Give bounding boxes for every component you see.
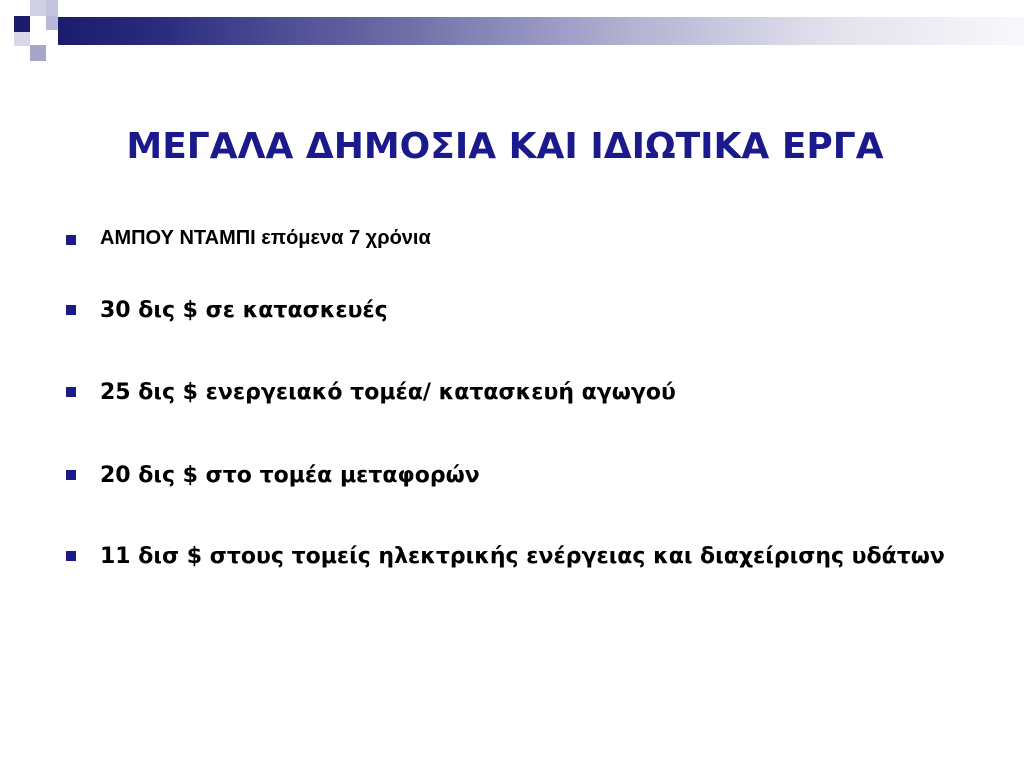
bullet-item bbox=[66, 541, 966, 573]
square-bullet-icon bbox=[66, 551, 76, 561]
bullet-text: ΑΜΠΟΥ ΝΤΑΜΠΙ επόμενα 7 χρόνια bbox=[100, 227, 431, 249]
square-bullet-icon bbox=[66, 235, 76, 245]
square-bullet-icon bbox=[66, 387, 76, 397]
bullet-text: 30 δις $ σε κατασκευές bbox=[100, 298, 388, 323]
bullet-text: 11 δισ $ στους τομείς ηλεκτρικής ενέργειας και διαχείρισης υδάτων bbox=[100, 544, 945, 569]
bullet-text: 25 δις $ ενεργειακό τομέα/ κατασκευή αγωγού bbox=[100, 380, 676, 405]
bullet-item bbox=[66, 227, 966, 250]
slide-title: ΜΕΓΑΛΑ ΔΗΜΟΣΙΑ ΚΑΙ ΙΔΙΩΤΙΚΑ ΕΡΓΑ bbox=[126, 126, 884, 168]
square-bullet-icon bbox=[66, 470, 76, 480]
bullet-text: 20 δις $ στο τομέα μεταφορών bbox=[100, 463, 480, 488]
bullet-item bbox=[66, 295, 966, 327]
bullet-item bbox=[66, 377, 966, 409]
square-bullet-icon bbox=[66, 305, 76, 315]
bullet-item bbox=[66, 460, 966, 492]
